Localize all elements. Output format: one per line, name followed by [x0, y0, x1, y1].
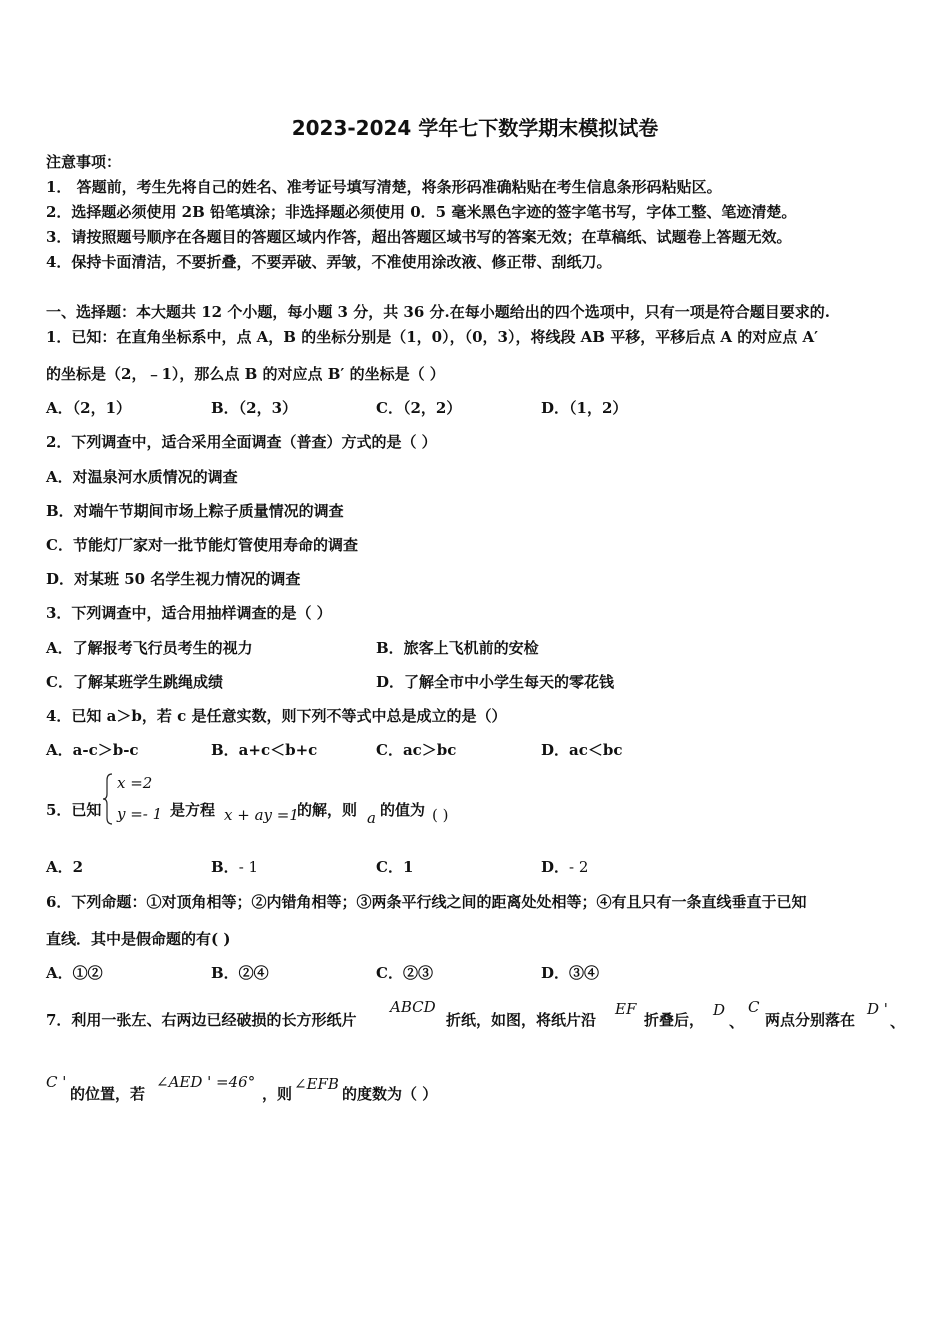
q7-math-c-prime: C ' [46, 1073, 67, 1091]
q6-stem-line2: 直线．其中是假命题的有( ) [46, 930, 231, 948]
q2-option-b: B．对端午节期间市场上粽子质量情况的调查 [46, 502, 344, 520]
q5-equation: x + ay =1 [224, 806, 299, 824]
q7-text-8: ，则 [262, 1085, 293, 1103]
q3-option-d: D．了解全市中小学生每天的零花钱 [376, 673, 615, 691]
system-equation-2: y =- 1 [117, 805, 163, 823]
q5-option-b-value: - 1 [238, 858, 259, 876]
q6-option-d: D．③④ [541, 964, 600, 982]
q1-option-a: A．（2，1） [46, 399, 132, 417]
q5-prefix: 5．已知 [46, 801, 102, 819]
q7-text-1: 7．利用一张左、右两边已经破损的长方形纸片 [46, 1011, 357, 1029]
q7-math-d-prime: D ' [867, 1000, 888, 1018]
q5-option-d [541, 857, 588, 877]
q4-option-d: D．ac＜bc [541, 741, 623, 759]
q7-math-c: C [748, 998, 760, 1016]
q7-text-6: 、 [890, 1013, 906, 1031]
q2-option-c: C．节能灯厂家对一批节能灯管使用寿命的调查 [46, 536, 358, 554]
system-equation-1: x =2 [117, 774, 153, 792]
q2-stem: 2．下列调查中，适合采用全面调查（普查）方式的是（ ） [46, 433, 437, 451]
notice-item-2: 2．选择题必须使用 2B 铅笔填涂；非选择题必须使用 0．5 毫米黑色字迹的签字笔书写，字体工整、笔迹清楚。 [46, 203, 797, 221]
q1-option-d: D．（1，2） [541, 399, 628, 417]
q7-math-angle-efb: ∠EFB [294, 1075, 339, 1093]
system-brace [102, 772, 114, 826]
notice-item-3: 3．请按照题号顺序在各题目的答题区域内作答，超出答题区域书写的答案无效；在草稿纸、试题卷上答题无效。 [46, 228, 792, 246]
q7-text-3: 折叠后， [644, 1011, 705, 1029]
q6-option-a: A．①② [46, 964, 103, 982]
q5-option-d-label: D． [541, 858, 570, 876]
q2-option-a: A．对温泉河水质情况的调查 [46, 468, 238, 486]
q5-variable: a [367, 809, 376, 827]
q6-option-c: C．②③ [376, 964, 433, 982]
q1-stem-line1: 1．已知：在直角坐标系中，点 A，B 的坐标分别是（1，0），（0，3），将线段 AB 平移，平移后点 A 的对应点 A′ [46, 328, 819, 346]
q1-option-b: B．（2，3） [211, 399, 298, 417]
q2-option-d: D．对某班 50 名学生视力情况的调查 [46, 570, 301, 588]
q7-math-abcd: ABCD [390, 998, 436, 1016]
q7-text-7: 的位置，若 [70, 1085, 146, 1103]
notice-item-4: 4．保持卡面清洁，不要折叠，不要弄破、弄皱，不准使用涂改液、修正带、刮纸刀。 [46, 253, 612, 271]
q7-math-d: D [713, 1001, 726, 1019]
q7-text-5: 两点分别落在 [765, 1011, 856, 1029]
q7-math-angle-aed: ∠AED ' =46° [156, 1073, 256, 1091]
q5-option-b-label: B． [211, 858, 239, 876]
q5-option-d-value: - 2 [569, 858, 589, 876]
q7-math-ef: EF [615, 1000, 637, 1018]
q3-stem: 3．下列调查中，适合用抽样调查的是（ ） [46, 604, 332, 622]
q4-option-c: C．ac＞bc [376, 741, 457, 759]
q3-option-b: B．旅客上飞机前的安检 [376, 639, 539, 657]
q7-text-4: 、 [729, 1013, 745, 1031]
q4-stem: 4．已知 a＞b，若 c 是任意实数，则下列不等式中总是成立的是（） [46, 707, 507, 725]
q4-option-b: B．a+c＜b+c [211, 741, 318, 759]
q5-text-2: 的解，则 [297, 801, 358, 819]
q6-stem-line1: 6．下列命题：①对顶角相等；②内错角相等；③两条平行线之间的距离处处相等；④有且只有一条直线垂直于已知 [46, 893, 807, 911]
q5-answer-paren: ( ) [432, 806, 449, 824]
q7-text-2: 折纸，如图，将纸片沿 [446, 1011, 597, 1029]
page-title: 2023-2024 学年七下数学期末模拟试卷 [291, 116, 659, 140]
q1-option-c: C．（2，2） [376, 399, 462, 417]
notice-heading: 注意事项： [46, 153, 122, 171]
q5-option-c: C．1 [376, 858, 414, 876]
q5-text-1: 是方程 [170, 801, 216, 819]
q3-option-c: C．了解某班学生跳绳成绩 [46, 673, 223, 691]
q6-option-b: B．②④ [211, 964, 269, 982]
q1-stem-line2: 的坐标是（2，﹣1），那么点 B 的对应点 B′ 的坐标是（ ） [46, 365, 445, 383]
section-heading: 一、选择题：本大题共 12 个小题，每小题 3 分，共 36 分.在每小题给出的四个选项中，只有一项是符合题目要求的. [46, 303, 830, 321]
q4-option-a: A．a-c＞b-c [46, 741, 139, 759]
notice-item-1: 1． 答题前，考生先将自己的姓名、准考证号填写清楚，将条形码准确粘贴在考生信息条形码粘贴区。 [46, 178, 722, 196]
q5-option-a: A．2 [46, 858, 84, 876]
q5-text-3: 的值为 [380, 801, 426, 819]
q7-text-9: 的度数为（ ） [342, 1085, 438, 1103]
q5-option-b [211, 857, 258, 877]
q3-option-a: A．了解报考飞行员考生的视力 [46, 639, 253, 657]
